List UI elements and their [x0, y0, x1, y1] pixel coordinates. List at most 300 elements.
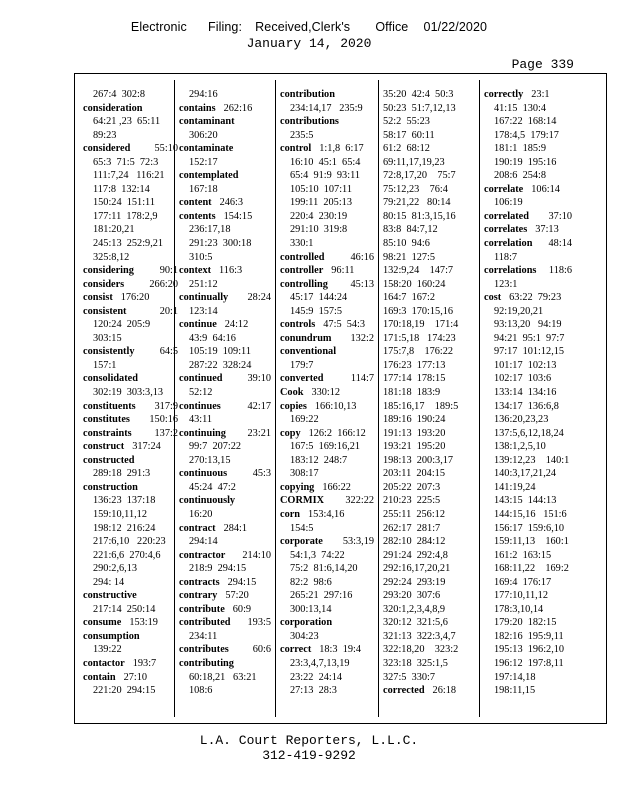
index-line [383, 210, 477, 224]
index-term: continued [179, 373, 223, 385]
index-line [179, 223, 271, 237]
index-ref: 302:19 303:3,13 [93, 387, 164, 399]
index-line [484, 115, 572, 129]
index-term: considering [83, 265, 134, 277]
footer [0, 733, 618, 763]
index-line [383, 589, 477, 603]
index-ref: 246:3 [219, 197, 244, 209]
index-ref: 179:7 [290, 359, 314, 371]
index-line [280, 589, 374, 603]
index-line [484, 671, 572, 685]
index-line [484, 223, 572, 237]
index-term: correlates [484, 224, 528, 236]
footer-phone: 312-419-9292 [262, 748, 356, 763]
index-line [484, 643, 572, 657]
index-line [484, 332, 572, 346]
index-term: control [280, 143, 312, 155]
index-ref: 214:10 [242, 549, 271, 561]
index-line [484, 400, 572, 414]
index-term: consolidated [83, 373, 138, 385]
index-line [383, 508, 477, 522]
index-ref: 47:5 54:3 [323, 319, 366, 331]
index-ref: 167:18 [189, 183, 218, 195]
index-ref: 308:17 [290, 468, 319, 480]
index-term: contracts [179, 576, 220, 588]
index-line [83, 372, 178, 386]
index-ref: 181:20,21 [93, 224, 135, 236]
index-line [484, 481, 572, 495]
column-divider [174, 80, 175, 717]
index-ref: 177:14 178:15 [383, 373, 446, 385]
index-ref: 150:16 [149, 414, 178, 426]
index-ref: 320:12 321:5,6 [383, 617, 448, 629]
index-ref: 178:4,5 179:17 [494, 129, 559, 141]
index-line [179, 183, 271, 197]
index-line [484, 264, 572, 278]
index-ref: 291:10 319:8 [290, 224, 348, 236]
index-ref: 83:8 84:7,12 [383, 224, 438, 236]
index-line [179, 400, 271, 414]
index-term: contemplated [179, 170, 239, 182]
index-line [383, 169, 477, 183]
index-ref: 304:23 [290, 630, 319, 642]
index-line [484, 549, 572, 563]
index-ref: 183:12 248:7 [290, 454, 348, 466]
index-line [383, 156, 477, 170]
index-ref: 322:18,20 323:2 [383, 644, 459, 656]
index-ref: 16:20 [189, 508, 213, 520]
index-line [179, 508, 271, 522]
index-ref: 102:17 103:6 [494, 373, 552, 385]
index-line [83, 115, 178, 129]
index-line [280, 318, 374, 332]
index-ref: 89:23 [93, 129, 117, 141]
index-ref: 322:22 [345, 495, 374, 507]
index-ref: 114:7 [350, 373, 374, 385]
index-line [484, 102, 572, 116]
index-line [280, 603, 374, 617]
index-line [83, 169, 178, 183]
index-ref: 23:1 [531, 89, 550, 100]
index-ref: 291:24 292:4,8 [383, 549, 448, 561]
index-line [383, 454, 477, 468]
index-line [83, 129, 178, 143]
index-ref: 52:2 55:23 [383, 116, 430, 128]
index-ref: 177:11 178:2,9 [93, 210, 158, 222]
index-ref: 106:19 [494, 197, 523, 209]
index-term: constraints [83, 427, 132, 439]
index-term: corporate [280, 536, 323, 548]
index-ref: 75:2 81:6,14,20 [290, 563, 358, 575]
index-ref: 154:15 [223, 210, 253, 222]
index-line [484, 129, 572, 143]
index-line [83, 440, 178, 454]
index-ref: 218:9 294:15 [189, 563, 247, 575]
index-ref: 82:2 98:6 [290, 576, 332, 588]
index-term: content [179, 197, 212, 209]
index-ref: 50:23 51:7,12,13 [383, 102, 456, 114]
index-line [484, 535, 572, 549]
index-line [383, 400, 477, 414]
index-ref: 185:16,17 189:5 [383, 400, 459, 412]
column-divider [275, 80, 276, 717]
index-line [383, 481, 477, 495]
index-ref: 43:9 64:16 [189, 332, 236, 344]
index-ref: 63:22 79:23 [509, 292, 562, 304]
index-line [179, 142, 271, 156]
column-divider [479, 80, 480, 717]
index-line [179, 549, 271, 563]
index-ref: 126:2 166:12 [308, 427, 366, 439]
index-ref: 171:5,18 174:23 [383, 332, 456, 344]
index-term: contents [179, 210, 216, 222]
index-line [83, 549, 178, 563]
index-ref: 325:8,12 [93, 251, 130, 263]
index-line [83, 332, 178, 346]
index-line [280, 454, 374, 468]
index-term: copies [280, 400, 307, 412]
index-ref: 94:21 95:1 97:7 [494, 332, 565, 344]
index-ref: 28:24 [247, 292, 271, 304]
page-number: Page 339 [511, 57, 574, 72]
index-line [383, 291, 477, 305]
index-ref: 23:3,4,7,13,19 [290, 657, 350, 669]
index-ref: 23:21 [247, 427, 271, 439]
index-line [383, 603, 477, 617]
index-term: conventional [280, 346, 337, 358]
index-line [83, 359, 178, 373]
index-ref: 46:16 [350, 251, 374, 263]
index-line [280, 616, 374, 630]
index-line [383, 359, 477, 373]
index-line [383, 318, 477, 332]
index-term: continuous [179, 468, 228, 480]
index-ref: 117:8 132:14 [93, 183, 150, 195]
index-term: consist [83, 292, 113, 304]
index-term: construct [83, 441, 125, 453]
index-term: corrected [383, 685, 425, 697]
index-line [484, 88, 572, 102]
index-line [383, 562, 477, 576]
index-ref: 221:6,6 270:4,6 [93, 549, 161, 561]
index-ref: 140:3,17,21,24 [494, 468, 557, 480]
index-line [83, 522, 178, 536]
index-ref: 45:3 [252, 468, 271, 480]
index-ref: 199:11 205:13 [290, 197, 352, 209]
index-ref: 159:11,13 160:1 [494, 536, 569, 548]
index-ref: 98:21 127:5 [383, 251, 436, 263]
index-ref: 23:22 24:14 [290, 671, 343, 683]
index-column-4 [383, 88, 477, 698]
index-ref: 153:4,16 [308, 508, 345, 520]
index-line [280, 549, 374, 563]
index-term: considers [83, 278, 125, 290]
index-term: consume [83, 617, 122, 629]
index-term: contrary [179, 590, 218, 602]
index-column-5 [484, 88, 572, 698]
index-line [83, 454, 178, 468]
index-line [484, 210, 572, 224]
index-ref: 169:22 [290, 414, 319, 426]
index-ref: 136:23 137:18 [93, 495, 156, 507]
index-ref: 166:22 [322, 481, 351, 493]
index-line [280, 115, 374, 129]
index-line [383, 88, 477, 102]
index-line [179, 630, 271, 644]
index-line [83, 643, 178, 657]
index-line [280, 372, 374, 386]
index-line [179, 332, 271, 346]
index-line [484, 345, 572, 359]
index-term: contributed [179, 617, 231, 629]
index-line [280, 413, 374, 427]
index-ref: 118:6 [548, 265, 572, 277]
index-ref: 65:4 91:9 93:11 [290, 170, 360, 182]
index-ref: 210:23 225:5 [383, 495, 441, 507]
index-term: correctly [484, 89, 524, 100]
index-line [179, 684, 271, 698]
index-column-2 [179, 88, 271, 698]
index-line [280, 88, 374, 102]
index-ref: 181:1 185:9 [494, 143, 547, 155]
index-ref: 166:10,13 [314, 400, 357, 412]
footer-company: L.A. Court Reporters, L.L.C. [199, 733, 419, 748]
index-ref: 310:5 [189, 251, 213, 263]
index-line [280, 630, 374, 644]
index-ref: 179:20 182:15 [494, 617, 557, 629]
index-line [83, 535, 178, 549]
index-ref: 60:18,21 63:21 [189, 671, 257, 683]
index-line [484, 603, 572, 617]
index-line [179, 291, 271, 305]
index-ref: 294:14 [189, 536, 218, 548]
index-ref: 105:10 107:11 [290, 183, 352, 195]
index-line [280, 562, 374, 576]
index-ref: 106:14 [531, 183, 560, 195]
index-term: considered [83, 143, 131, 155]
index-ref: 150:24 151:11 [93, 197, 155, 209]
index-line [83, 481, 178, 495]
index-ref: 270:13,15 [189, 454, 231, 466]
index-line [280, 427, 374, 441]
index-ref: 24:12 [224, 319, 249, 331]
index-ref: 120:24 205:9 [93, 319, 151, 331]
index-line [83, 102, 178, 116]
index-ref: 181:18 183:9 [383, 387, 441, 399]
index-term: converted [280, 373, 324, 385]
index-line [83, 427, 178, 441]
index-line [179, 345, 271, 359]
index-line [280, 684, 374, 698]
index-line [484, 156, 572, 170]
index-ref: 198:11,15 [494, 685, 536, 697]
filing-date: 01/22/2020 [423, 20, 488, 34]
index-ref: 330:12 [311, 387, 341, 399]
index-line [383, 278, 477, 292]
index-term: contributing [179, 657, 234, 669]
index-line [383, 102, 477, 116]
index-ref: 138:1,2,5,10 [494, 441, 546, 453]
index-line [83, 657, 178, 671]
index-term: correct [280, 644, 312, 656]
index-line [383, 576, 477, 590]
index-ref: 245:13 252:9,21 [93, 238, 164, 250]
index-ref: 265:21 297:16 [290, 590, 353, 602]
index-line [484, 576, 572, 590]
index-ref: 235:5 [290, 129, 314, 141]
index-term: consideration [83, 102, 143, 114]
index-ref: 16:10 45:1 65:4 [290, 156, 361, 168]
index-ref: 57:20 [225, 590, 249, 602]
index-ref: 143:15 144:13 [494, 495, 557, 507]
index-term: contains [179, 102, 216, 114]
index-ref: 327:5 330:7 [383, 671, 436, 683]
index-line [179, 210, 271, 224]
index-ref: 54:1,3 74:22 [290, 549, 345, 561]
index-line [83, 684, 178, 698]
filing-received: Received,Clerk's [255, 20, 351, 34]
index-term: contaminant [179, 116, 235, 128]
index-ref: 101:17 102:13 [494, 359, 557, 371]
index-ref: 118:7 [494, 251, 518, 263]
index-line [179, 196, 271, 210]
index-ref: 96:11 [331, 265, 355, 277]
index-line [383, 345, 477, 359]
index-ref: 1:1,8 6:17 [319, 143, 364, 155]
index-line [179, 643, 271, 657]
index-line [484, 305, 572, 319]
index-ref: 205:22 207:3 [383, 481, 441, 493]
index-line [83, 305, 178, 319]
index-ref: 251:12 [189, 278, 218, 290]
index-line [383, 616, 477, 630]
index-ref: 134:17 136:6,8 [494, 400, 559, 412]
index-line [83, 318, 178, 332]
index-ref: 293:20 307:6 [383, 590, 441, 602]
index-line [179, 481, 271, 495]
index-line [83, 576, 178, 590]
index-ref: 157:1 [93, 359, 117, 371]
index-term: contributions [280, 116, 339, 128]
index-line [179, 372, 271, 386]
index-ref: 132:9,24 147:7 [383, 265, 454, 277]
index-ref: 294: 14 [93, 576, 125, 588]
index-ref: 123:14 [189, 305, 218, 317]
index-term: consistently [83, 346, 135, 358]
index-line [83, 494, 178, 508]
index-ref: 64:5 [159, 346, 178, 358]
filing-office: Office [375, 20, 409, 34]
index-ref: 197:14,18 [494, 671, 536, 683]
index-line [83, 603, 178, 617]
index-line [383, 427, 477, 441]
index-line [280, 196, 374, 210]
index-line [179, 494, 271, 508]
index-line [179, 535, 271, 549]
index-term: controlling [280, 278, 328, 290]
index-line [383, 237, 477, 251]
index-term: contaminate [179, 143, 234, 155]
index-ref: 306:20 [189, 129, 218, 141]
index-term: context [179, 265, 212, 277]
index-ref: 26:18 [432, 685, 457, 697]
index-line [484, 318, 572, 332]
index-ref: 167:5 169:16,21 [290, 441, 361, 453]
index-box [74, 73, 607, 724]
index-term: conundrum [280, 332, 332, 344]
index-line [484, 589, 572, 603]
index-ref: 85:10 94:6 [383, 238, 430, 250]
index-ref: 52:12 [189, 387, 213, 399]
index-ref: 45:13 [350, 278, 374, 290]
index-line [179, 251, 271, 265]
index-term: cost [484, 292, 502, 304]
index-ref: 42:17 [247, 400, 271, 412]
index-line [179, 305, 271, 319]
index-ref: 217:14 250:14 [93, 603, 156, 615]
index-term: corporation [280, 617, 333, 629]
index-line [280, 332, 374, 346]
index-line [383, 223, 477, 237]
index-term: correlate [484, 183, 524, 195]
index-term: continues [179, 400, 221, 412]
index-line [484, 440, 572, 454]
index-line [83, 156, 178, 170]
index-ref: 156:17 159:6,10 [494, 522, 565, 534]
index-line [179, 115, 271, 129]
index-line [83, 264, 178, 278]
index-ref: 164:7 167:2 [383, 292, 436, 304]
index-ref: 37:13 [535, 224, 559, 236]
index-line [179, 671, 271, 685]
index-line [83, 183, 178, 197]
index-line [179, 386, 271, 400]
index-ref: 111:7,24 116:21 [93, 170, 165, 182]
index-term: controlled [280, 251, 325, 263]
index-line [484, 454, 572, 468]
index-line [280, 183, 374, 197]
index-line [280, 535, 374, 549]
index-ref: 221:20 294:15 [93, 685, 156, 697]
index-ref: 208:6 254:8 [494, 170, 547, 182]
index-line [484, 413, 572, 427]
index-ref: 284:1 [223, 522, 248, 534]
filing-electronic: Electronic [130, 20, 187, 34]
index-ref: 97:17 101:12,15 [494, 346, 565, 358]
index-line [179, 427, 271, 441]
index-ref: 116:3 [219, 265, 243, 277]
index-line [280, 576, 374, 590]
index-ref: 193:21 195:20 [383, 441, 446, 453]
index-line [484, 616, 572, 630]
index-line [484, 657, 572, 671]
index-ref: 69:11,17,19,23 [383, 156, 445, 168]
index-term: constructive [83, 590, 137, 602]
index-line [484, 359, 572, 373]
index-line [484, 237, 572, 251]
index-term: contractor [179, 549, 226, 561]
index-line [484, 427, 572, 441]
index-line [280, 671, 374, 685]
index-ref: 198:13 200:3,17 [383, 454, 454, 466]
index-ref: 48:14 [548, 238, 572, 250]
index-line [280, 359, 374, 373]
index-term: contactor [83, 657, 125, 669]
index-ref: 153:19 [129, 617, 158, 629]
index-ref: 234:11 [189, 630, 218, 642]
index-line [484, 386, 572, 400]
index-ref: 177:10,11,12 [494, 590, 548, 602]
